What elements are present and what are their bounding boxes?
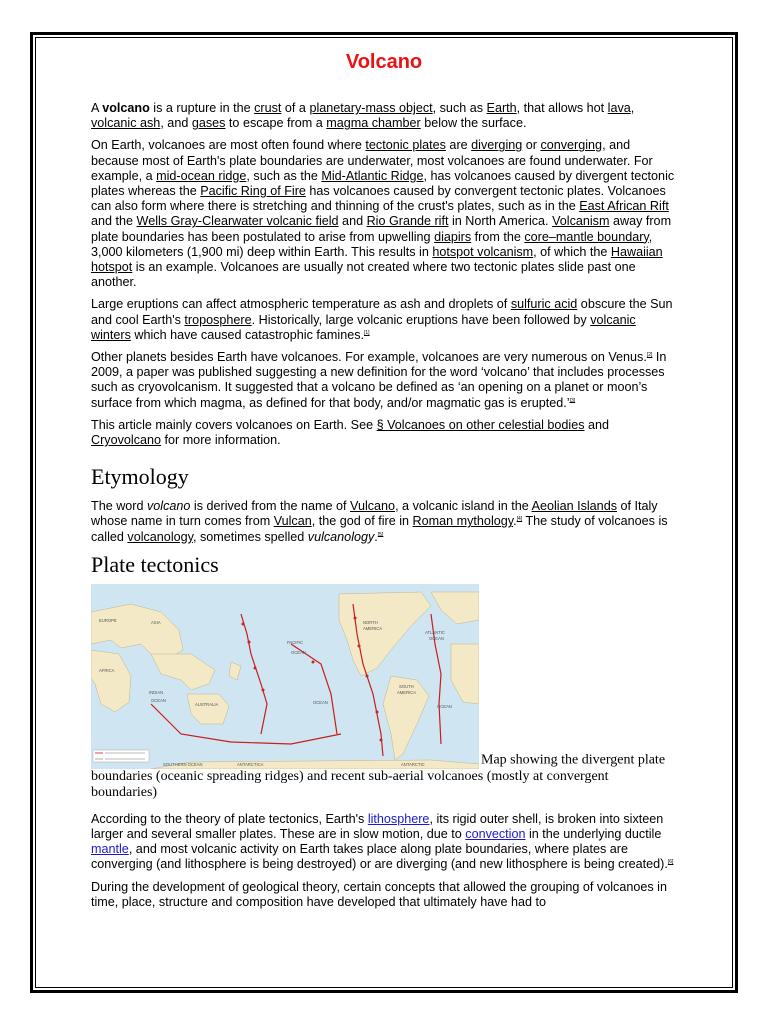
article-title: Volcano: [345, 51, 423, 73]
article-link[interactable]: Wells Gray-Clearwater volcanic field: [136, 214, 339, 229]
article-link[interactable]: Volcanism: [552, 214, 610, 229]
intro-paragraph: A volcano is a rupture in the crust of a planetary-mass object, such as Earth, that allows hot lava, volcanic ash, and gases to escape from a magma chamber below the surface.: [91, 101, 635, 131]
citation-ref[interactable]: [6]: [667, 859, 674, 866]
article-link[interactable]: Hawaiian hotspot: [91, 244, 663, 275]
map-label: OCEAN: [151, 697, 166, 703]
article-link[interactable]: Cryovolcano: [91, 433, 161, 448]
article-link[interactable]: troposphere: [184, 312, 252, 327]
map-label: OCEAN: [291, 649, 306, 655]
plate-tectonics-paragraph-2: During the development of geological theory, certain concepts that allowed the grouping of volcanoes in time, place, structure and composition have developed that ultimately have had to: [91, 879, 667, 909]
etymology-paragraph: The word volcano is derived from the name of Vulcano, a volcanic island in the Aeolian Islands of Italy whose name in turn comes from Vulcan, the god of fire in Roman mythology.[4] The study of volcanoes is called volcanology, sometimes spelled vulcanology.[5]: [91, 499, 668, 544]
bold-text: volcano: [102, 101, 150, 115]
article-link[interactable]: mid-ocean ridge: [156, 168, 247, 183]
article-link[interactable]: Vulcan: [273, 514, 312, 529]
article-link[interactable]: § Volcanoes on other celestial bodies: [376, 417, 585, 432]
citation-ref[interactable]: [1]: [364, 329, 370, 336]
map-label: SOUTH: [399, 683, 414, 689]
map-label: PACIFIC: [287, 639, 304, 645]
article-link[interactable]: Aeolian Islands: [531, 499, 617, 514]
article-link[interactable]: magma chamber: [326, 116, 421, 131]
article-link[interactable]: Pacific Ring of Fire: [200, 184, 306, 199]
paragraph-scope: This article mainly covers volcanoes on Earth. See § Volcanoes on other celestial bodies and Cryovolcano for more information.: [91, 417, 610, 448]
paragraph-other-planets: Other planets besides Earth have volcanoes. For example, volcanoes are very numerous on Venus.[2] In 2009, a paper was published suggesting a new definition for the word ‘volcano’ that includes processes such as cryovolcanism. It suggested that a volcano be defined as ‘an opening on a planet or moon’s surface from which magma, as defined for that body, and/or magmatic gas is erupted.’[3]: [91, 350, 667, 410]
article-link[interactable]: volcanology: [127, 529, 193, 544]
map-label: OCEAN: [437, 703, 452, 709]
map-label: AMERICA: [397, 689, 417, 695]
article-link[interactable]: converging: [540, 138, 603, 153]
citation-ref[interactable]: [4]: [516, 516, 523, 523]
map-label: AFRICA: [99, 667, 115, 673]
article-link[interactable]: lava: [607, 101, 631, 115]
article-link[interactable]: sulfuric acid: [510, 297, 578, 312]
article-link[interactable]: volcanic ash: [91, 116, 161, 131]
map-label: SOUTHERN OCEAN: [163, 761, 203, 767]
map-label: EUROPE: [99, 617, 117, 623]
plate-boundaries-map: [91, 584, 479, 769]
article-link[interactable]: volcanic winters: [91, 312, 636, 342]
paragraph-eruptions: Large eruptions can affect atmospheric temperature as ash and droplets of sulfuric acid obscure the Sun and cool Earth's troposphere. Historically, large volcanic eruptions have been followed by volcanic winters which have caused catastrophic famines.[1]: [91, 297, 673, 342]
italic-text: vulcanology: [307, 529, 375, 544]
article-link[interactable]: Vulcano: [350, 499, 396, 514]
citation-ref[interactable]: [2]: [646, 351, 653, 358]
map-label: OCEAN: [313, 699, 328, 705]
article-link[interactable]: Earth: [486, 101, 517, 115]
article-link[interactable]: diapirs: [434, 229, 472, 244]
article-link[interactable]: diverging: [471, 138, 523, 153]
plate-tectonics-paragraph-1: According to the theory of plate tectonics, Earth's lithosphere, its rigid outer shell, is broken into sixteen larger and several smaller plates. These are in slow motion, due to convection in the underlying ductile mantle, and most volcanic activity on Earth takes place along plate boundaries, where plates are converging (and lithosphere is being destroyed) or are diverging (and new lithosphere is being created).[6]: [91, 811, 674, 872]
article-link[interactable]: Roman mythology: [412, 514, 514, 529]
paragraph-plate-boundaries: On Earth, volcanoes are most often found where tectonic plates are diverging or converging, and because most of Earth's plate boundaries are underwater, most volcanoes are found underwater. For example, a mid-ocean ridge, such as the Mid-Atlantic Ridge, has volcanoes caused by divergent tectonic plates whereas the Pacific Ring of Fire has volcanoes caused by convergent tectonic plates. Volcanoes can also form where there is stretching and thinning of the crust's plates, such as in the East African Rift and the Wells Gray-Clearwater volcanic field and Rio Grande rift in North America. Volcanism away from plate boundaries has been postulated to arise from upwelling diapirs from the core–mantle boundary, 3,000 kilometers (1,900 mi) deep within Earth. This results in hotspot volcanism, of which the Hawaiian hotspot is an example. Volcanoes are usually not created where two tectonic plates slide past one another.: [91, 138, 675, 290]
article-link[interactable]: crust: [254, 101, 282, 115]
article-link[interactable]: tectonic plates: [365, 138, 446, 153]
map-label: ASIA: [151, 619, 161, 625]
map-label: OCEAN: [429, 635, 444, 641]
article-link[interactable]: hotspot volcanism: [432, 244, 534, 259]
article-link[interactable]: gases: [191, 116, 226, 131]
map-caption: Map showing the divergent plate boundaries (oceanic spreading ridges) and recent sub-aerial volcanoes (mostly at convergent boundaries): [91, 752, 666, 801]
world-map-svg: [91, 584, 479, 769]
map-figure: [91, 584, 677, 802]
article-link[interactable]: core–mantle boundary: [524, 229, 649, 244]
article-link[interactable]: planetary-mass object: [309, 101, 433, 115]
citation-ref[interactable]: [5]: [377, 531, 384, 538]
map-label: ANTARCTIC: [401, 761, 425, 767]
map-label: INDIAN: [149, 689, 164, 695]
map-label: NORTH: [363, 619, 378, 625]
article-body: [91, 45, 677, 917]
citation-ref[interactable]: [3]: [569, 397, 576, 404]
map-label: ATLANTIC: [425, 629, 445, 635]
etymology-heading: Etymology: [91, 464, 189, 490]
article-link[interactable]: Mid-Atlantic Ridge: [321, 168, 424, 183]
map-legend: [93, 750, 149, 762]
article-link[interactable]: Rio Grande rift: [366, 214, 449, 229]
plate-tectonics-heading: Plate tectonics: [91, 551, 219, 577]
article-link[interactable]: mantle: [91, 842, 129, 857]
italic-text: volcano: [147, 499, 191, 514]
map-label: AMERICA: [363, 625, 383, 631]
map-label: ANTARCTICA: [237, 761, 264, 767]
article-link[interactable]: lithosphere: [367, 811, 430, 826]
article-link[interactable]: East African Rift: [579, 199, 669, 214]
map-label: AUSTRALIA: [195, 701, 219, 707]
article-link[interactable]: convection: [465, 827, 526, 842]
